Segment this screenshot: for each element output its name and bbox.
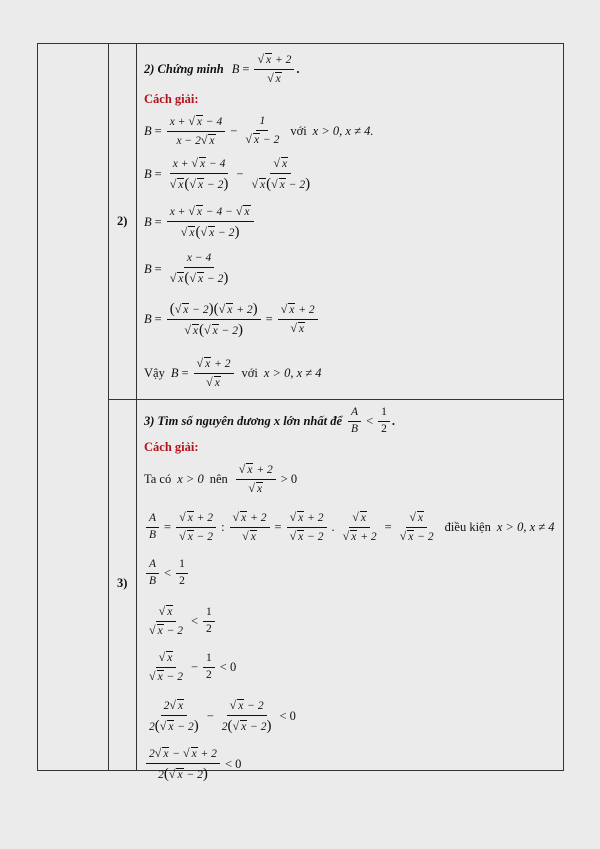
solution-table	[37, 43, 564, 782]
part3-step-2: $\frac{A}{B}$ = $\frac{√ x + 2}{√ x - 2}$ : $\frac{√ x + 2}{√ x}$ = $\frac{√ x + 2}{√ x - 2}$ . $\frac{√ x}{√ x + 2}$ = $\frac{√ x}{√ x - 2}$ điều kiện x > 0, x ≠ 4	[144, 510, 555, 545]
part3-step-4: $\frac{√ x}{√ x - 2}$ < $\frac{1}{2}$	[144, 604, 217, 639]
part3-step-3: $\frac{A}{B}$ < $\frac{1}{2}$	[144, 558, 190, 589]
part3-step-6: $\frac{2√ x}{2(√ x - 2)}$ − $\frac{√ x - 2}{2(√ x - 2)}$ < 0	[149, 698, 296, 734]
part2-solution-label: Cách giải:	[144, 92, 199, 106]
part2-step-5: B = $\frac{(√ x - 2)(√ x + 2)}{√ x(√ x - 2)}$ = $\frac{√ x + 2}{√ x}$	[144, 300, 320, 339]
column-divider-1	[108, 44, 109, 770]
part2-step-2: B = $\frac{x + √ x - 4}{√ x(√ x - 2)}$ − $\frac{√ x}{√ x(√ x - 2)}$	[144, 156, 311, 192]
row-divider	[108, 399, 563, 400]
column-divider-2	[136, 44, 137, 770]
part3-step-7: $\frac{2√ x - √ x + 2}{2(√ x - 2)}$ < 0	[144, 746, 244, 783]
part3-task-line: 3) Tìm số nguyên dương x lớn nhất để $\frac{A}{B}$ < $\frac{1}{2}$ .	[144, 406, 395, 435]
part3-step-1: Ta có x > 0 nên $\frac{√ x + 2}{√ x}$ > 0	[144, 462, 298, 495]
part3-step-5: $\frac{√ x}{√ x - 2}$ − $\frac{1}{2}$ < 0	[149, 650, 237, 683]
part2-step-4: B = $\frac{x - 4}{√ x(√ x - 2)}$	[144, 252, 229, 286]
part2-step-3: B = $\frac{x + √ x - 4 - √ x}{√ x(√ x - 2)}$	[144, 204, 256, 241]
row-label-3: 3)	[117, 576, 128, 590]
part2-task: 2) Chứng minh	[144, 61, 224, 76]
part2-task-line: 2) Chứng minh B = $\frac{√ x + 2}{√ x}$ .	[144, 52, 300, 85]
part2-conclusion: Vậy B = $\frac{√ x + 2}{√ x}$ với x > 0, x ≠ 4	[144, 356, 322, 389]
part2-target-expression: $\frac{√ x + 2}{√ x}$	[254, 52, 294, 87]
part3-task: 3) Tìm số nguyên dương x lớn nhất để	[144, 413, 343, 428]
part3-solution-label: Cách giải:	[144, 440, 199, 454]
part2-step-1: B = $\frac{x + √ x - 4}{x - 2√ x}$ − $\frac{1}{√ x - 2}$ với x > 0, x ≠ 4.	[144, 114, 374, 147]
row-label-2: 2)	[117, 214, 128, 228]
